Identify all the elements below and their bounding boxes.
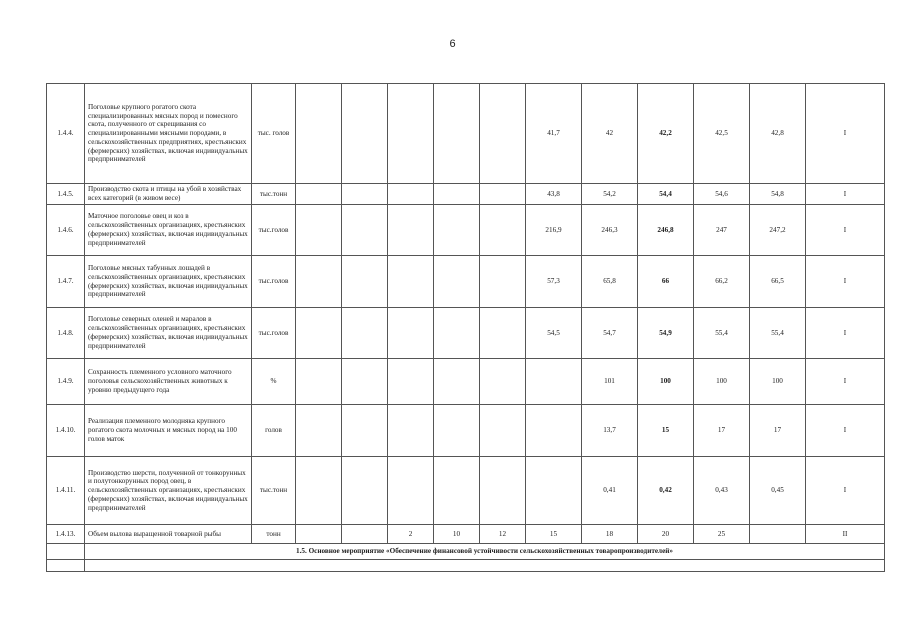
value-cell	[388, 359, 434, 405]
unit-cell: тыс.голов	[252, 256, 296, 308]
priority-cell: I	[806, 457, 885, 525]
value-cell	[480, 308, 526, 359]
value-cell: 54,2	[582, 184, 638, 205]
value-cell: 42	[582, 84, 638, 184]
value-cell: 42,8	[750, 84, 806, 184]
priority-cell: I	[806, 359, 885, 405]
table-row	[47, 184, 885, 205]
section-blank-cell	[47, 544, 85, 560]
value-cell	[434, 184, 480, 205]
value-cell	[296, 256, 342, 308]
value-cell	[480, 256, 526, 308]
priority-cell: I	[806, 205, 885, 256]
value-cell: 12	[480, 525, 526, 544]
unit-cell: тыс.тонн	[252, 457, 296, 525]
value-cell: 66	[638, 256, 694, 308]
page-number: 6	[449, 38, 456, 50]
value-cell: 15	[638, 405, 694, 457]
value-cell	[296, 457, 342, 525]
row-number: 1.4.8.	[47, 308, 85, 359]
value-cell	[480, 359, 526, 405]
value-cell: 0,45	[750, 457, 806, 525]
value-cell: 17	[694, 405, 750, 457]
value-cell: 100	[694, 359, 750, 405]
row-number: 1.4.4.	[47, 84, 85, 184]
row-number: 1.4.13.	[47, 525, 85, 544]
priority-cell: I	[806, 184, 885, 205]
table-body	[47, 84, 885, 572]
value-cell	[750, 525, 806, 544]
value-cell	[434, 405, 480, 457]
value-cell: 216,9	[526, 205, 582, 256]
value-cell	[434, 84, 480, 184]
value-cell: 247	[694, 205, 750, 256]
priority-cell: I	[806, 84, 885, 184]
value-cell: 100	[750, 359, 806, 405]
section-row	[47, 544, 885, 560]
value-cell: 54,4	[638, 184, 694, 205]
value-cell: 247,2	[750, 205, 806, 256]
value-cell	[388, 256, 434, 308]
value-cell: 0,43	[694, 457, 750, 525]
value-cell: 101	[582, 359, 638, 405]
value-cell: 43,8	[526, 184, 582, 205]
value-cell	[480, 84, 526, 184]
value-cell: 42,5	[694, 84, 750, 184]
value-cell: 55,4	[750, 308, 806, 359]
value-cell: 55,4	[694, 308, 750, 359]
value-cell: 20	[638, 525, 694, 544]
table-row	[47, 457, 885, 525]
row-number: 1.4.6.	[47, 205, 85, 256]
value-cell: 25	[694, 525, 750, 544]
indicator-name: Маточное поголовье овец и коз в сельскохозяйственных организациях, крестьянских (фермерских) хозяйствах, включая индивидуальных предпринимателей	[85, 205, 252, 256]
value-cell	[434, 359, 480, 405]
value-cell	[434, 308, 480, 359]
table-row	[47, 84, 885, 184]
value-cell	[388, 184, 434, 205]
value-cell: 54,6	[694, 184, 750, 205]
value-cell: 54,7	[582, 308, 638, 359]
section-title: 1.5. Основное мероприятие «Обеспечение финансовой устойчивости сельскохозяйственных товаропроизводителей»	[85, 544, 885, 560]
empty-row	[47, 560, 885, 572]
table-row	[47, 308, 885, 359]
indicator-name: Производство скота и птицы на убой в хозяйствах всех категорий (в живом весе)	[85, 184, 252, 205]
priority-cell: I	[806, 256, 885, 308]
priority-cell: II	[806, 525, 885, 544]
indicator-name: Реализация племенного молодняка крупного рогатого скота молочных и мясных пород на 100 голов маток	[85, 405, 252, 457]
row-number: 1.4.5.	[47, 184, 85, 205]
unit-cell: тыс. голов	[252, 84, 296, 184]
value-cell: 2	[388, 525, 434, 544]
row-number: 1.4.10.	[47, 405, 85, 457]
value-cell: 10	[434, 525, 480, 544]
value-cell	[296, 359, 342, 405]
indicator-name: Сохранность племенного условного маточного поголовья сельскохозяйственных животных к уровню предыдущего года	[85, 359, 252, 405]
value-cell: 17	[750, 405, 806, 457]
indicator-name: Поголовье мясных табунных лошадей в сельскохозяйственных организациях, крестьянских (фермерских) хозяйствах, включая индивидуальных предпринимателей	[85, 256, 252, 308]
value-cell	[480, 184, 526, 205]
value-cell	[296, 525, 342, 544]
unit-cell: %	[252, 359, 296, 405]
unit-cell: тыс.голов	[252, 308, 296, 359]
value-cell	[434, 256, 480, 308]
value-cell	[342, 256, 388, 308]
value-cell: 18	[582, 525, 638, 544]
indicator-name: Поголовье северных оленей и маралов в сельскохозяйственных организациях, крестьянских (фермерских) хозяйствах, включая индивидуальных предпринимателей	[85, 308, 252, 359]
table-row	[47, 359, 885, 405]
value-cell	[342, 184, 388, 205]
priority-cell: I	[806, 405, 885, 457]
value-cell	[526, 457, 582, 525]
value-cell	[388, 84, 434, 184]
unit-cell: тонн	[252, 525, 296, 544]
value-cell	[434, 457, 480, 525]
value-cell: 0,41	[582, 457, 638, 525]
indicator-name: Объем вылова выращенной товарной рыбы	[85, 525, 252, 544]
row-number: 1.4.9.	[47, 359, 85, 405]
value-cell	[388, 405, 434, 457]
value-cell	[388, 457, 434, 525]
unit-cell: голов	[252, 405, 296, 457]
unit-cell: тыс.голов	[252, 205, 296, 256]
value-cell: 57,3	[526, 256, 582, 308]
value-cell	[296, 405, 342, 457]
indicator-name: Производство шерсти, полученной от тонкорунных и полутонкорунных пород овец, в сельскохозяйственных организациях, крестьянских (фермерских) хозяйствах, включая индивидуальных предпринимателей	[85, 457, 252, 525]
value-cell	[296, 308, 342, 359]
indicators-table	[46, 83, 885, 572]
value-cell: 41,7	[526, 84, 582, 184]
value-cell	[342, 205, 388, 256]
value-cell	[296, 205, 342, 256]
row-number: 1.4.7.	[47, 256, 85, 308]
value-cell	[342, 457, 388, 525]
value-cell	[342, 359, 388, 405]
value-cell	[296, 184, 342, 205]
value-cell	[342, 308, 388, 359]
value-cell	[526, 359, 582, 405]
value-cell	[342, 525, 388, 544]
value-cell: 66,2	[694, 256, 750, 308]
value-cell	[480, 405, 526, 457]
value-cell: 54,8	[750, 184, 806, 205]
row-number: 1.4.11.	[47, 457, 85, 525]
empty-cell	[47, 560, 85, 572]
value-cell	[480, 457, 526, 525]
unit-cell: тыс.тонн	[252, 184, 296, 205]
table-row	[47, 525, 885, 544]
value-cell: 54,5	[526, 308, 582, 359]
empty-cell	[85, 560, 885, 572]
value-cell: 65,8	[582, 256, 638, 308]
value-cell	[388, 308, 434, 359]
priority-cell: I	[806, 308, 885, 359]
indicator-name: Поголовье крупного рогатого скота специализированных мясных пород и помесного скота, полученного от скрещивания со специализированными мясными породами, в сельскохозяйственных предприятиях, крестьянских (фермерских) хозяйствах, включая индивидуальных предпринимателей	[85, 84, 252, 184]
value-cell: 0,42	[638, 457, 694, 525]
value-cell: 42,2	[638, 84, 694, 184]
value-cell: 54,9	[638, 308, 694, 359]
value-cell	[434, 205, 480, 256]
value-cell	[342, 405, 388, 457]
value-cell	[526, 405, 582, 457]
value-cell	[388, 205, 434, 256]
value-cell: 15	[526, 525, 582, 544]
table-row	[47, 405, 885, 457]
value-cell: 13,7	[582, 405, 638, 457]
value-cell	[480, 205, 526, 256]
value-cell	[342, 84, 388, 184]
table-row	[47, 256, 885, 308]
table-row	[47, 205, 885, 256]
value-cell: 246,3	[582, 205, 638, 256]
value-cell: 100	[638, 359, 694, 405]
value-cell: 66,5	[750, 256, 806, 308]
value-cell: 246,8	[638, 205, 694, 256]
value-cell	[296, 84, 342, 184]
